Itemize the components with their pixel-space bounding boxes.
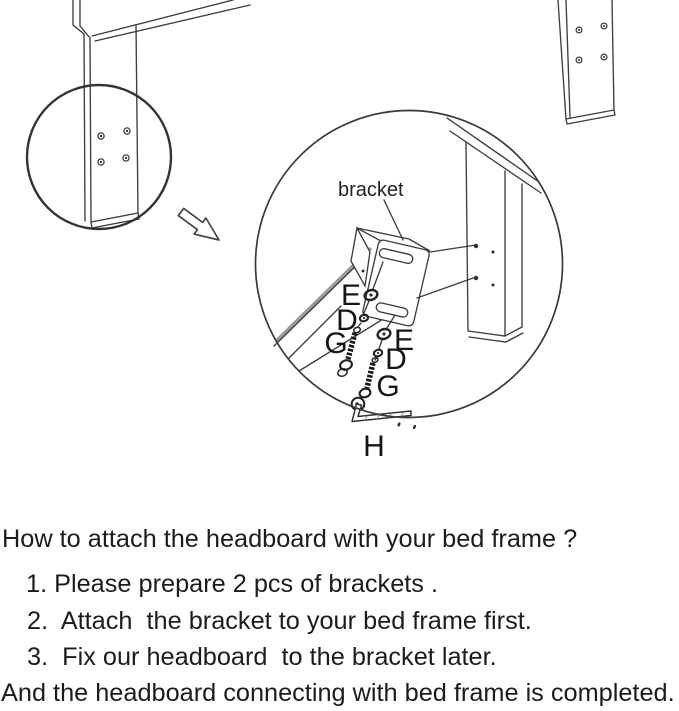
zoom-arrow-icon bbox=[178, 208, 219, 240]
label-washer-E: E bbox=[340, 279, 362, 312]
label-spring-washer-D: D bbox=[336, 304, 358, 337]
washer-D1 bbox=[359, 314, 369, 323]
instruction-step: 1. Please prepare 2 pcs of brackets . bbox=[26, 570, 439, 598]
washer-D2 bbox=[373, 349, 383, 358]
instruction-step: 3. Fix our headboard to the bracket later. bbox=[27, 643, 497, 671]
washer-E2 bbox=[376, 327, 391, 340]
bracket-detail-view bbox=[256, 111, 563, 464]
leg-holes bbox=[98, 128, 130, 165]
headboard-leg-drawing bbox=[27, 0, 250, 229]
instructions-heading: How to attach the headboard with your bed frame ? bbox=[2, 525, 578, 553]
label-washer-E: E bbox=[393, 324, 415, 357]
bracket-drawing bbox=[351, 228, 430, 327]
stray-marks bbox=[397, 422, 417, 430]
label-bolt-G: G bbox=[324, 327, 348, 360]
bed-leg-top-right bbox=[558, 0, 615, 124]
leg-holes bbox=[576, 23, 607, 63]
instruction-step: 2. Attach the bracket to your bed frame first. bbox=[27, 607, 532, 635]
leg-post-drawing bbox=[466, 143, 523, 342]
bracket-callout-label: bracket bbox=[338, 179, 404, 201]
label-spring-washer-D: D bbox=[385, 343, 407, 376]
label-allen-key-H: H bbox=[363, 430, 385, 463]
label-bolt-G: G bbox=[376, 370, 400, 403]
magnifier-circle bbox=[27, 85, 171, 229]
instructions-footer: And the headboard connecting with bed frame is completed. bbox=[1, 679, 675, 707]
